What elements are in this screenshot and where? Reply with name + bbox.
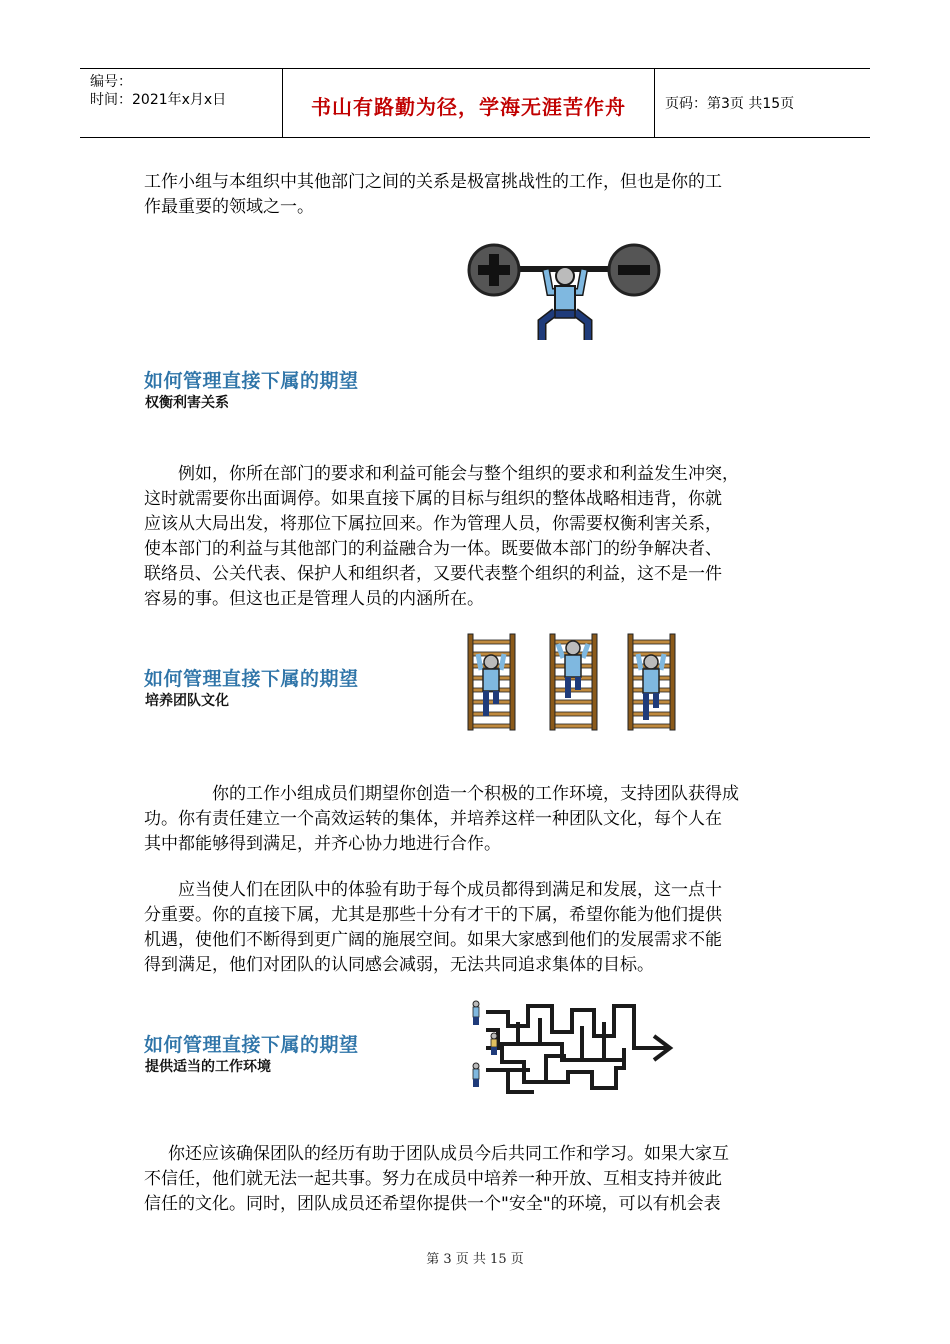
number-label: 编号： xyxy=(90,74,132,90)
motto: 书山有路勤为径，学海无涯苦作舟 xyxy=(311,95,626,119)
page-header xyxy=(80,68,870,138)
text-line: 使本部门的利益与其他部门的利益融合为一体。既要做本部门的纷争解决者、 xyxy=(144,539,722,559)
text-line: 例如，你所在部门的要求和利益可能会与整个组织的要求和利益发生冲突， xyxy=(178,464,739,484)
section-subtitle: 权衡利害关系 xyxy=(145,395,229,411)
ladder-climbers-icon xyxy=(466,632,680,732)
weightlifter-plus-minus-icon xyxy=(462,240,666,344)
text-line: 容易的事。但这也正是管理人员的内涵所在。 xyxy=(144,589,484,609)
header-motto-cell xyxy=(283,69,655,137)
text-line: 应当使人们在团队中的体验有助于每个成员都得到满足和发展，这一点十 xyxy=(178,880,722,900)
header-info-cell xyxy=(80,69,283,137)
text-line: 应该从大局出发，将那位下属拉回来。作为管理人员，你需要权衡利害关系， xyxy=(144,514,722,534)
section-title: 如何管理直接下属的期望 xyxy=(144,668,359,690)
text-line: 联络员、公关代表、保护人和组织者，又要代表整个组织的利益，这不是一件 xyxy=(144,564,722,584)
section-subtitle: 培养团队文化 xyxy=(145,693,229,709)
paragraph-3 xyxy=(144,782,809,857)
paragraph-5 xyxy=(144,1142,809,1217)
paragraph-2 xyxy=(144,462,809,612)
text-line: 这时就需要你出面调停。如果直接下属的目标与组织的整体战略相违背，你就 xyxy=(144,489,722,509)
section-title: 如何管理直接下属的期望 xyxy=(144,1034,359,1056)
text-line: 得到满足，他们对团队的认同感会减弱，无法共同追求集体的目标。 xyxy=(144,955,654,975)
paragraph-1 xyxy=(144,170,809,220)
maze-arrow-icon xyxy=(468,996,678,1100)
section-title: 如何管理直接下属的期望 xyxy=(144,370,359,392)
text-line: 你还应该确保团队的经历有助于团队成员今后共同工作和学习。如果大家互 xyxy=(168,1144,729,1164)
page-footer: 第 3 页 共 15 页 xyxy=(426,1252,524,1267)
page-label: 页码：第3页 共15页 xyxy=(665,96,795,112)
paragraph-4 xyxy=(144,878,809,978)
text-line: 其中都能够得到满足，并齐心协力地进行合作。 xyxy=(144,834,501,854)
header-page-cell xyxy=(655,69,870,137)
text-line: 分重要。你的直接下属，尤其是那些十分有才干的下属，希望你能为他们提供 xyxy=(144,905,722,925)
date-label: 时间：2021年x月x日 xyxy=(90,92,227,108)
text-line: 不信任，他们就无法一起共事。努力在成员中培养一种开放、互相支持并彼此 xyxy=(144,1169,722,1189)
text-line: 工作小组与本组织中其他部门之间的关系是极富挑战性的工作，但也是你的工 xyxy=(144,172,722,192)
text-line: 你的工作小组成员们期望你创造一个积极的工作环境，支持团队获得成 xyxy=(212,784,739,804)
text-line: 作最重要的领域之一。 xyxy=(144,197,314,217)
text-line: 信任的文化。同时，团队成员还希望你提供一个"安全"的环境，可以有机会表 xyxy=(144,1194,721,1214)
text-line: 机遇，使他们不断得到更广阔的施展空间。如果大家感到他们的发展需求不能 xyxy=(144,930,722,950)
section-subtitle: 提供适当的工作环境 xyxy=(145,1059,271,1075)
text-line: 功。你有责任建立一个高效运转的集体，并培养这样一种团队文化，每个人在 xyxy=(144,809,722,829)
